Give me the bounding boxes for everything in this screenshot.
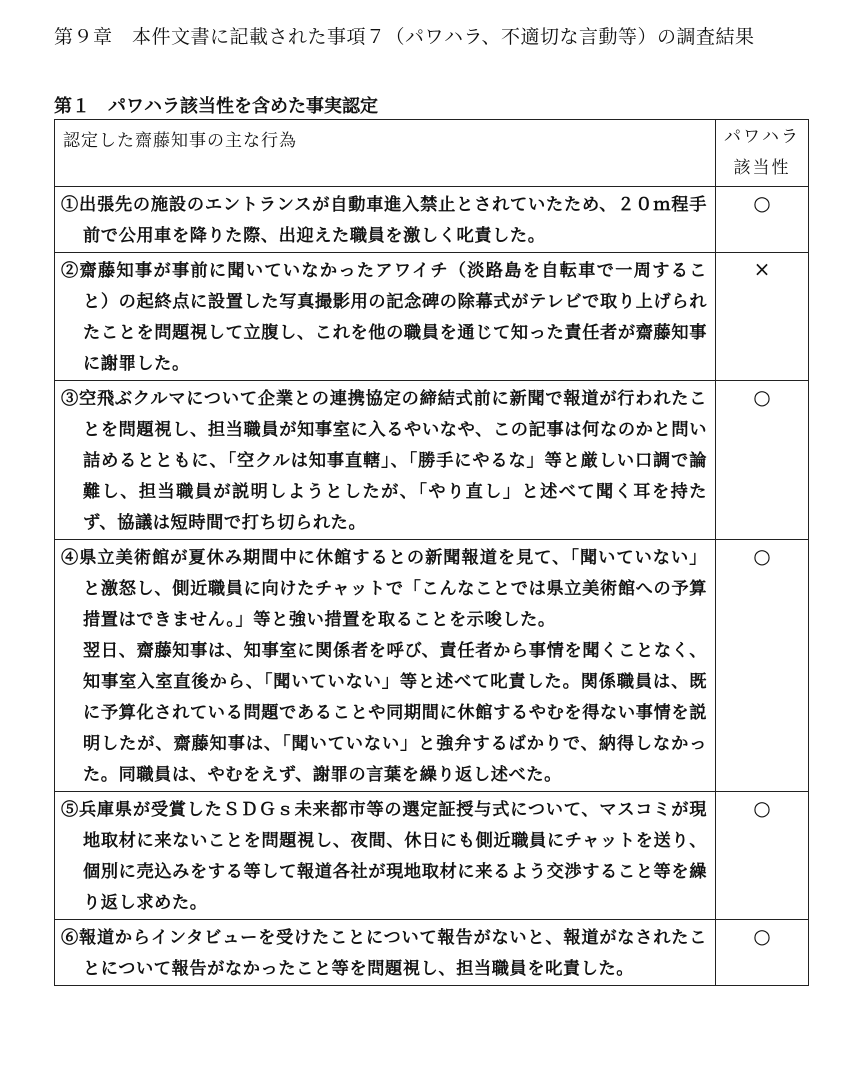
act-cell	[55, 253, 716, 381]
header-flag-line2: 該当性	[733, 158, 791, 178]
header-flag-line1: パワハラ	[724, 127, 800, 147]
table-header-row	[55, 120, 809, 187]
act-paragraph: ①出張先の施設のエントランスが自動車進入禁止とされていたため、２０ｍ程手前で公用車を降りた際、出迎えた職員を激しく叱責した。	[61, 195, 707, 246]
act-cell	[55, 540, 716, 792]
flag-cell: ×	[716, 253, 809, 381]
act-cell	[55, 920, 716, 986]
act-cell	[55, 381, 716, 540]
act-paragraph: ④県立美術館が夏休み期間中に休館するとの新聞報道を見て、「聞いていない」と激怒し、側近職員に向けたチャットで「こんなことでは県立美術館への予算措置はできません。」等と強い措置を取ることを示唆した。	[61, 548, 707, 630]
findings-table	[54, 119, 809, 986]
act-paragraph: ②齋藤知事が事前に聞いていなかったアワイチ（淡路島を自転車で一周すること）の起終点に設置した写真撮影用の記念碑の除幕式がテレビで取り上げられたことを問題視して立腹し、これを他の職員を通じて知った責任者が齋藤知事に謝罪した。	[61, 261, 707, 374]
flag-cell: ○	[716, 920, 809, 986]
table-row	[55, 381, 809, 540]
act-paragraph: 翌日、齋藤知事は、知事室に関係者を呼び、責任者から事情を聞くことなく、知事室入室直後から、「聞いていない」等と述べて叱責した。関係職員は、既に予算化されている問題であることや同期間に休館するやむを得ない事情を説明したが、齋藤知事は、「聞いていない」と強弁するばかりで、納得しなかった。同職員は、やむをえず、謝罪の言葉を繰り返し述べた。	[83, 641, 707, 785]
act-paragraph: ⑥報道からインタビューを受けたことについて報告がないと、報道がなされたことについて報告がなかったこと等を問題視し、担当職員を叱責した。	[61, 928, 707, 979]
table-row	[55, 253, 809, 381]
header-act: 認定した齋藤知事の主な行為	[55, 120, 716, 187]
table-row	[55, 792, 809, 920]
act-paragraph: ③空飛ぶクルマについて企業との連携協定の締結式前に新聞で報道が行われたことを問題視し、担当職員が知事室に入るやいなや、この記事は何なのかと問い詰めるとともに、「空クルは知事直轄」、「勝手にやるな」等と厳しい口調で論難し、担当職員が説明しようとしたが、「やり直し」と述べて聞く耳を持たず、協議は短時間で打ち切られた。	[61, 389, 707, 533]
section-title: 第１ パワハラ該当性を含めた事実認定	[54, 96, 378, 117]
flag-cell: ○	[716, 381, 809, 540]
act-paragraph: ⑤兵庫県が受賞したＳＤＧｓ未来都市等の選定証授与式について、マスコミが現地取材に来ないことを問題視し、夜間、休日にも側近職員にチャットを送り、個別に売込みをする等して報道各社が現地取材に来るよう交渉すること等を繰り返し求めた。	[61, 800, 707, 913]
table-row	[55, 187, 809, 253]
table-row	[55, 540, 809, 792]
table-row	[55, 920, 809, 986]
act-cell	[55, 792, 716, 920]
flag-cell: ○	[716, 187, 809, 253]
flag-cell: ○	[716, 540, 809, 792]
flag-cell: ○	[716, 792, 809, 920]
act-cell	[55, 187, 716, 253]
header-flag	[716, 120, 809, 187]
chapter-title: 第９章 本件文書に記載された事項７（パワハラ、不適切な言動等）の調査結果	[54, 26, 755, 48]
